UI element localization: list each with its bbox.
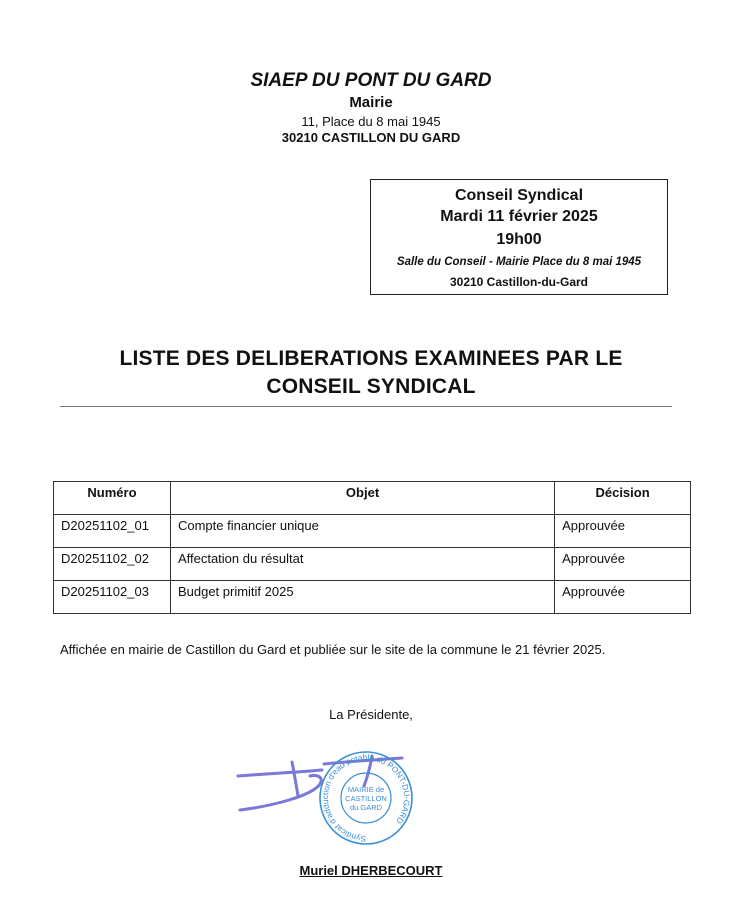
meeting-info-box [370, 179, 668, 295]
meeting-date: Mardi 11 février 2025 [440, 208, 598, 225]
column-header-objet: Objet [170, 482, 554, 515]
mairie-label: Mairie [349, 94, 393, 111]
meeting-time: 19h00 [496, 231, 542, 248]
table-row [54, 515, 691, 548]
signature-stroke [292, 762, 298, 796]
cell-numero: D20251102_03 [54, 581, 171, 614]
publication-notice: Affichée en mairie de Castillon du Gard et publiée sur le site de la commune le 21 février 2025. [60, 642, 606, 657]
signature-stroke [240, 775, 321, 810]
table-row [54, 548, 691, 581]
cell-objet: Compte financier unique [170, 515, 554, 548]
document-title-line-2: CONSEIL SYNDICAL [266, 375, 476, 398]
cell-decision: Approuvée [555, 548, 691, 581]
cell-numero: D20251102_02 [54, 548, 171, 581]
stamp-outer-text: Syndicat d'adduction d'eau potable du PONT-DU-GARD [320, 752, 412, 844]
column-header-numero: Numéro [54, 482, 171, 515]
stamp-inner-line-1: MAIRIE de [347, 785, 385, 794]
signatory-role: La Présidente, [329, 707, 413, 722]
cell-decision: Approuvée [555, 581, 691, 614]
title-divider [60, 406, 672, 407]
meeting-city: 30210 Castillon-du-Gard [449, 275, 589, 289]
signatory-name: Muriel DHERBECOURT [299, 863, 443, 878]
deliberations-table [53, 481, 691, 614]
table-header-row [54, 482, 691, 515]
column-header-decision: Décision [555, 482, 691, 515]
meeting-title: Conseil Syndical [454, 187, 584, 204]
official-stamp [316, 748, 416, 846]
table-row [54, 581, 691, 614]
cell-objet: Budget primitif 2025 [170, 581, 554, 614]
document-title-line-1: LISTE DES DELIBERATIONS EXAMINEES PAR LE [119, 347, 623, 370]
cell-decision: Approuvée [555, 515, 691, 548]
meeting-place: Salle du Conseil - Mairie Place du 8 mai 1945 [396, 256, 642, 268]
cell-numero: D20251102_01 [54, 515, 171, 548]
stamp-inner-line-2: CASTILLON [345, 794, 387, 803]
stamp-inner-line-3: du GARD [349, 803, 383, 812]
cell-objet: Affectation du résultat [170, 548, 554, 581]
document-title [0, 345, 742, 401]
organization-name: SIAEP DU PONT DU GARD [250, 70, 492, 91]
address-line-2: 30210 CASTILLON DU GARD [281, 130, 461, 145]
address-line-1: 11, Place du 8 mai 1945 [301, 114, 441, 129]
